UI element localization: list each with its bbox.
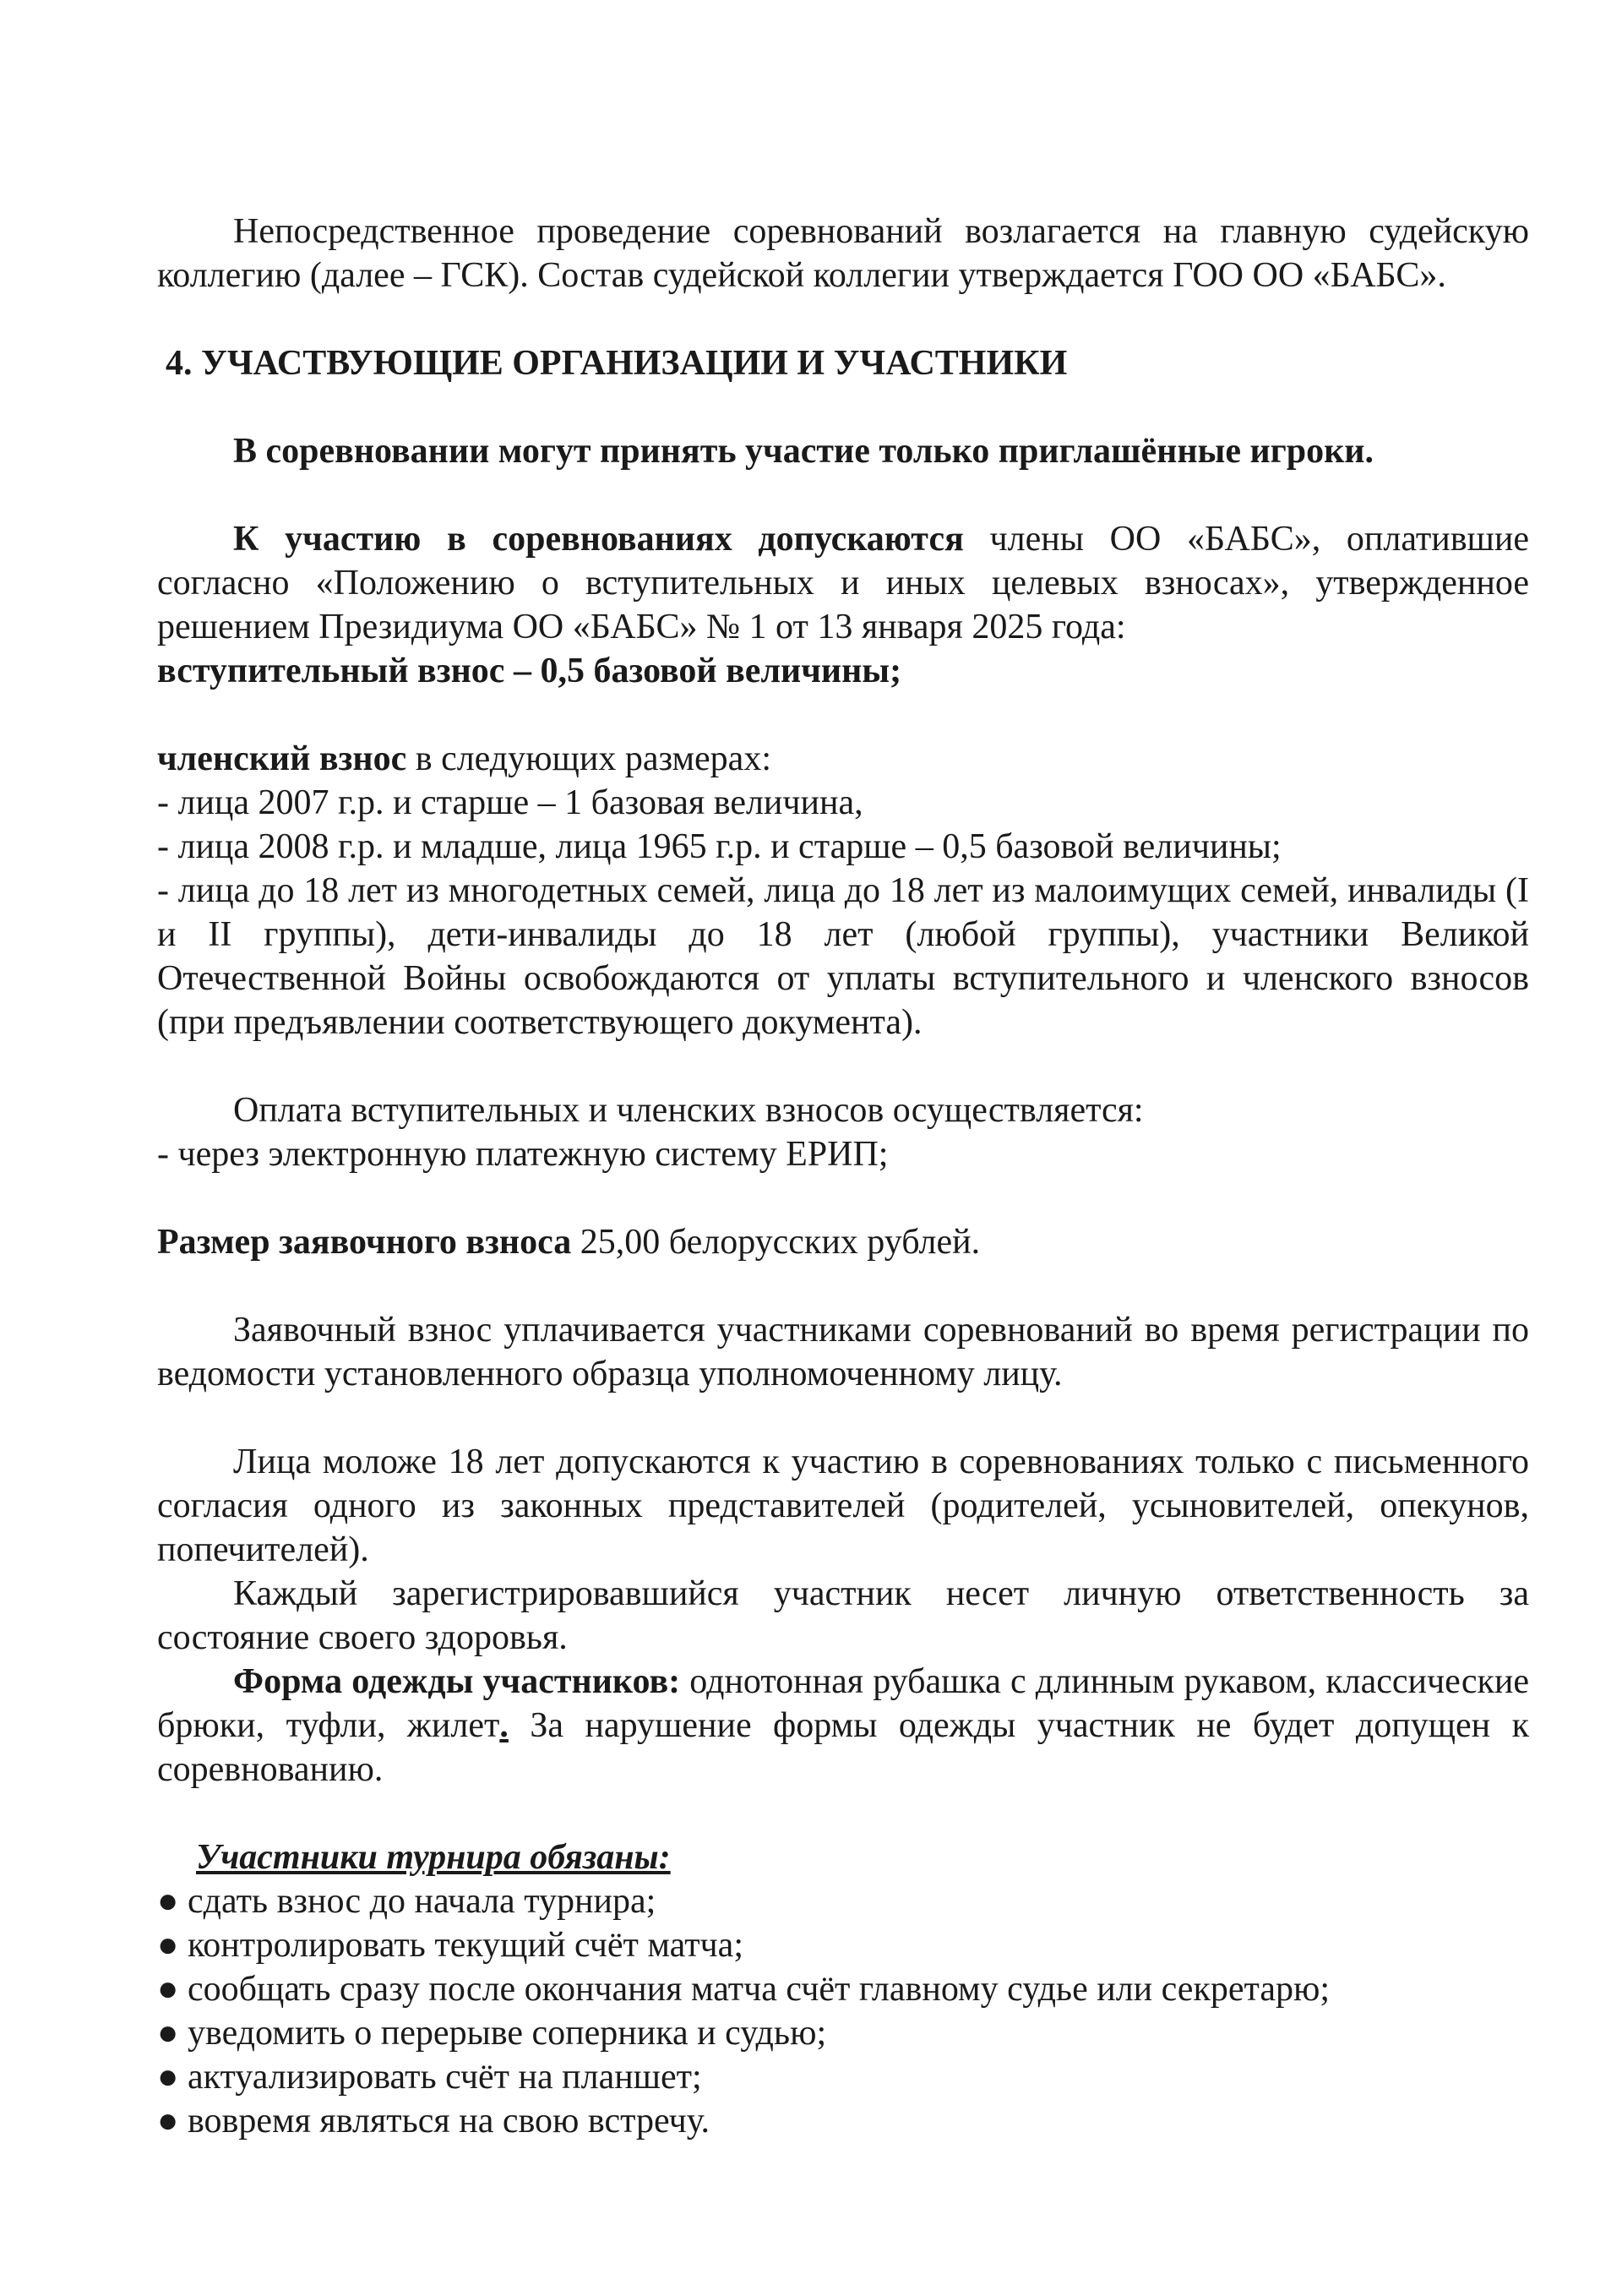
bullet-icon: ● xyxy=(157,2058,179,2097)
bullet-icon: ● xyxy=(157,1926,179,1965)
list-item xyxy=(157,1923,1529,1967)
duties-list xyxy=(157,1879,1529,2143)
admission-paragraph xyxy=(157,517,1529,649)
spacer xyxy=(157,1044,1529,1088)
duties-title: Участники турнира обязаны: xyxy=(196,1838,671,1877)
bullet-icon: ● xyxy=(157,1970,179,2009)
list-item xyxy=(157,1879,1529,1923)
bullet-icon: ● xyxy=(157,2014,179,2053)
admission-rest: члены ОО «БАБС», оплатившие согласно «Положению о вступительных и иных целевых взносах», утвержденное решением Президиума ОО «БАБС» № 1 от 13 января 2025 года: xyxy=(157,520,1530,646)
duty-text: вовремя являться на свою встречу. xyxy=(188,2102,710,2141)
payment-method: - через электронную платежную систему ЕРИП; xyxy=(157,1135,889,1174)
spacer xyxy=(157,473,1529,517)
member-fee-item: - лица 2008 г.р. и младше, лица 1965 г.р. и старше – 0,5 базовой величины; xyxy=(157,827,1282,866)
application-fee-line xyxy=(157,1220,1529,1264)
spacer xyxy=(157,1264,1529,1308)
duty-text: сдать взнос до начала турнира; xyxy=(188,1882,656,1921)
responsibility-paragraph: Каждый зарегистрировавшийся участник несет личную ответственность за состояние своего здоровья. xyxy=(157,1574,1529,1657)
dress-code-bold: Форма одежды участников: xyxy=(233,1662,681,1701)
dress-code-paragraph xyxy=(157,1660,1529,1792)
list-item xyxy=(157,2055,1529,2099)
list-item xyxy=(157,2099,1529,2143)
admission-bold: К участию в соревнованиях допускаются xyxy=(233,520,964,559)
application-fee-bold: Размер заявочного взноса xyxy=(157,1223,572,1262)
duty-text: актуализировать счёт на планшет; xyxy=(188,2058,702,2097)
spacer xyxy=(157,693,1529,737)
bullet-icon: ● xyxy=(157,2102,179,2141)
bullet-icon: ● xyxy=(157,1882,179,1921)
duty-text: сообщать сразу после окончания матча счёт главному судье или секретарю; xyxy=(188,1970,1331,2009)
minors-paragraph: Лица моложе 18 лет допускаются к участию в соревнованиях только с письменного согласия одного из законных представителей (родителей, усыновителей, опекунов, попечителей). xyxy=(157,1442,1529,1569)
spacer xyxy=(157,385,1529,429)
spacer xyxy=(157,1396,1529,1440)
intro-paragraph: Непосредственное проведение соревнований возлагается на главную судейскую коллегию (далее – ГСК). Состав судейской коллегии утверждается ГОО ОО «БАБС». xyxy=(157,212,1529,295)
member-fee-bold: членский взнос xyxy=(157,739,407,778)
dress-code-rest-2: За нарушение формы одежды участник не будет допущен к соревнованию. xyxy=(157,1706,1530,1789)
application-fee-rest: 25,00 белорусских рублей. xyxy=(571,1223,981,1262)
invited-players-paragraph: В соревновании могут принять участие только приглашённые игроки. xyxy=(233,432,1374,471)
section-heading: 4. УЧАСТВУЮЩИЕ ОРГАНИЗАЦИИ И УЧАСТНИКИ xyxy=(166,344,1068,383)
dress-code-period: . xyxy=(499,1706,509,1745)
entry-fee-line: вступительный взнос – 0,5 базовой величины; xyxy=(157,652,902,690)
member-fee-rest: в следующих размерах: xyxy=(406,739,771,778)
spacer xyxy=(157,1792,1529,1835)
duty-text: уведомить о перерыве соперника и судью; xyxy=(188,2014,827,2053)
application-fee-payment: Заявочный взнос уплачивается участниками соревнований во время регистрации по ведомости установленного образца уполномоченному лицу. xyxy=(157,1311,1529,1393)
member-fee-item: - лица до 18 лет из многодетных семей, лица до 18 лет из малоимущих семей, инвалиды (I и II группы), дети-инвалиды до 18 лет (любой группы), участники Великой Отечественной Войны освобождаются от уплаты вступительного и членского взносов (при предъявлении соответствующего документа). xyxy=(157,871,1529,1042)
duties-title-line xyxy=(157,1835,1529,1879)
list-item xyxy=(157,2011,1529,2055)
spacer xyxy=(157,1176,1529,1220)
duty-text: контролировать текущий счёт матча; xyxy=(188,1926,743,1965)
spacer xyxy=(157,297,1529,341)
payment-intro: Оплата вступительных и членских взносов осуществляется: xyxy=(233,1091,1144,1130)
list-item xyxy=(157,1967,1529,2011)
dress-code-rest-1: однотонная рубашка с длинным рукавом, классические брюки, туфли, жилет xyxy=(157,1662,1529,1745)
member-fee-line xyxy=(157,737,1529,781)
member-fee-item: - лица 2007 г.р. и старше – 1 базовая величина, xyxy=(157,783,863,822)
section-heading-wrap xyxy=(157,341,1529,385)
